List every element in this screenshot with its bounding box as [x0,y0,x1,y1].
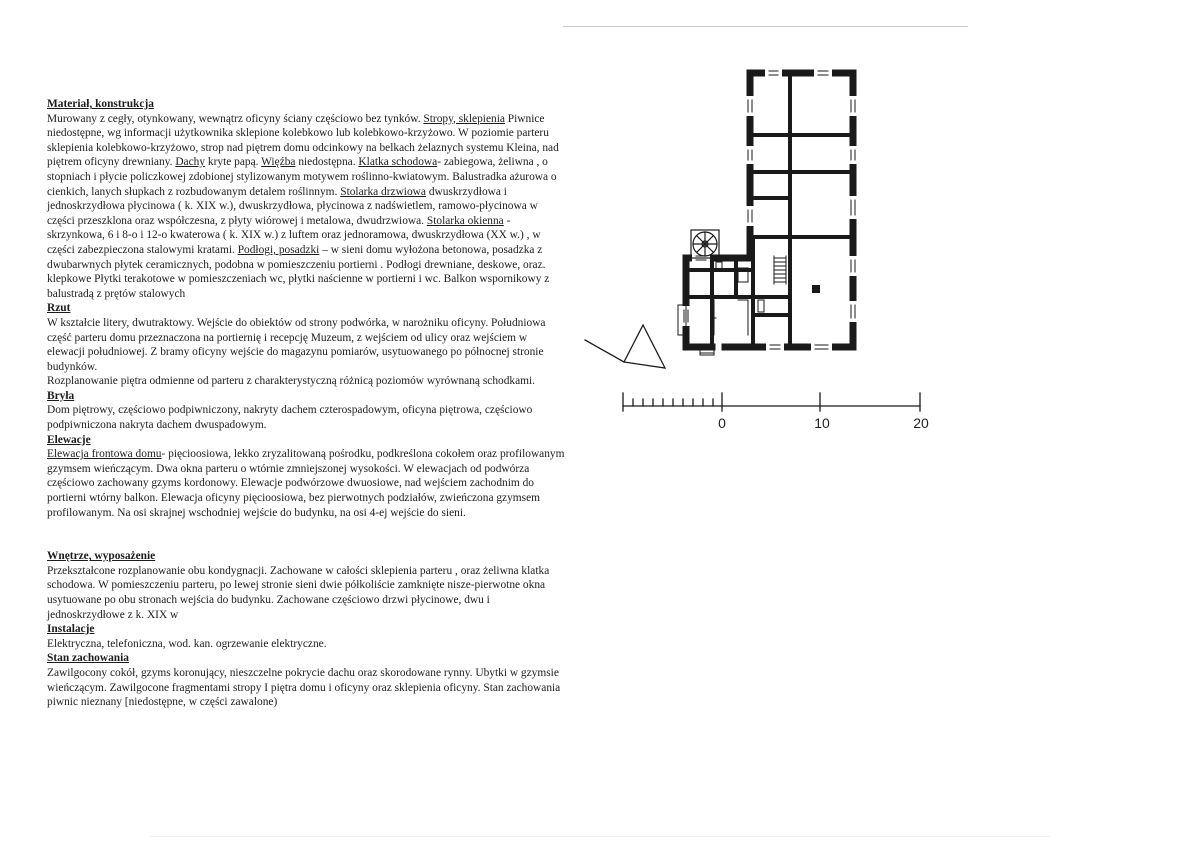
body-text-run: Murowany z cegły, otynkowany, wewnątrz oficyny ściany częściowo bez tynków. [47,112,424,125]
body-text-run: Piwnice niedostępne, wg informacji użytkownika sklepione kolebkowo lub kolebkowo-krzyżowo. W poziomie parteru sklepienia kolebkowo-krzyżowo, strop nad piętrem domu odcinkowy na belkach żelaznych systemu Kleina, nad piętrem oficyny drewniany. [47,112,559,169]
section-material [47,97,567,301]
spacer [47,520,567,549]
floor-plan-drawing [575,60,955,440]
section-body [47,564,567,622]
underlined-term: Podłogi, posadzki [237,243,320,256]
underlined-term: Dachy [175,156,206,169]
underlined-term: Stolarka drzwiowa [340,185,426,198]
section-body [47,112,567,302]
section-heading: Instalacje [47,623,95,636]
section-bryla [47,389,567,433]
inner-walls [689,76,850,345]
section-heading: Rzut [47,302,71,315]
body-text-run: Elektryczna, telefoniczna, wod. kan. ogrzewanie elektryczne. [47,637,327,650]
section-heading: Elewacje [47,433,91,446]
underlined-term: Klatka schodowa [358,156,438,169]
scale-bar-line [623,393,920,411]
underlined-term: Stropy, sklepienia [423,112,505,125]
body-text-run: - skrzynkowa, 6 i 8-o i 12-o kwaterowa ( k. XIX w.) z luftem oraz jednoramowa, dwuskrzydłowa (XX w.) , w części zabezpieczona stalowymi kratami. [47,214,541,256]
section-heading: Materiał, konstrukcja [47,98,154,110]
scale-label-0: 0 [718,415,726,431]
staircase [774,256,786,284]
body-text-run: W kształcie litery, dwutraktowy. Wejście do obiektów od strony podwórka, w narożniku oficyny. Południowa część parteru domu przeznaczona na portiernię i recepcję Muzeum, z wejściem od ulicy oraz wejściem w elewacji południowej. Z bramy oficyny wejście do magazynu pomiarów, usytuowanego po północnej stronie budynków. [47,316,546,373]
body-text-run: Dom piętrowy, częściowo podpiwniczony, nakryty dachem czterospadowym, oficyna piętrowa, częściowo podpiwniczona nakryta dachem dwuspadowym. [47,404,533,432]
scan-edge-line [563,26,968,27]
underlined-term: Stolarka okienna [426,214,504,227]
section-instalacje [47,622,567,651]
body-text-run: niedostępna. [295,156,359,169]
north-arrow [585,325,665,368]
scale-label-20: 20 [913,415,929,431]
section-heading: Wnętrze, wyposażenie [47,550,156,563]
document-text [47,97,567,710]
section-body [47,666,567,710]
body-text-run: Zawilgocony cokół, gzyms koronujący, nieszczelne pokrycie dachu oraz skorodowane rynny. Ubytki w gzymsie wieńczącym. Zawilgocone fragmentami stropy I piętra domu i oficyny oraz sklepienia oficyny. Stan zachowania piwnic nieznany [niedostępne, w części zawalone) [47,666,561,709]
scale-label-10: 10 [814,415,830,431]
section-heading: Bryła [47,389,75,402]
underlined-term: Więźba [261,156,296,169]
window-lines [684,71,855,349]
section-heading: Stan zachowania [47,652,129,665]
section-wnetrze [47,549,567,622]
section-rzut [47,301,567,389]
body-text-run: dwuskrzydłowa i jednoskrzydłowa płycinowa ( k. XIX w.), dwuskrzydłowa, płycinowa z nadświetlem, ramowo-płycinowa w części przeszklona oraz współczesna, z płyty wiórowej i metalowa, dwudrzwiowa. [47,185,538,227]
body-text-run: – w sieni domu wyłożona betonowa, posadzka z dwubarwnych płytek ceramicznych, podobna w pomieszczeniu portierni . Podłogi drewniane, deskowe, oraz. klepkowe Płytki terakotowe w pomieszczeniach wc, płytki naścienne w portierni i wc. Balkon wspornikowy z balustradą z prętów stalowych [47,243,550,300]
body-text-run: - zabiegowa, żeliwna , o stopniach i płycie policzkowej zdobionej stylizowanym motywem roślinno-kwiatowym. Balustradka ażurowa o cienkich, lanych słupkach z rozbudowanym detalem roślinnym. [47,156,557,198]
section-body [47,447,567,520]
pillar-mark [812,285,820,293]
section-elewacje [47,433,567,521]
spiral-staircase [691,230,719,258]
section-stan [47,651,567,709]
body-text-run: - pięcioosiowa, lekko zryzalitowaną pośrodku, podkreślona cokołem oraz profilowanym gzymsem wieńczącym. Dwa okna parteru o wtórnie zmniejszonej wysokości. W elewacjach od podwórza częściowo zachowany gzyms kordonowy. Elewacje podwórzowe dwuosiowe, nad wejściem zachodnim do portierni wtórny balkon. Elewacja oficyny pięcioosiowa, bez pierwotnych podziałów, zwieńczona gzymsem profilowanym. Na osi skrajnej wschodniej wejście do budynku, na osi 4-ej wejście do sieni. [47,448,565,519]
section-body [47,403,567,432]
section-body-extra: Rozplanowanie piętra odmienne od parteru z charakterystyczną różnicą poziomów wyrównaną schodkami. [47,375,536,388]
section-body [47,637,567,652]
scan-bottom-edge [150,836,1050,837]
body-text-run: kryte papą. [205,156,262,169]
body-text-run: Przekształcone rozplanowanie obu kondygnacji. Zachowane w całości sklepienia parteru , oraz żeliwna klatka schodowa. W pomieszczeniu parteru, po lewej stronie sieni dwie półkoliście zamknięte nisze-pierwotne okna usytuowane po obu stronach wejścia do budynku. Zachowane częściowo drzwi płycinowe, dwu i jednoskrzydłowe z k. XIX w [47,564,550,621]
underlined-term: Elewacja frontowa domu [47,448,162,461]
section-body [47,316,567,374]
